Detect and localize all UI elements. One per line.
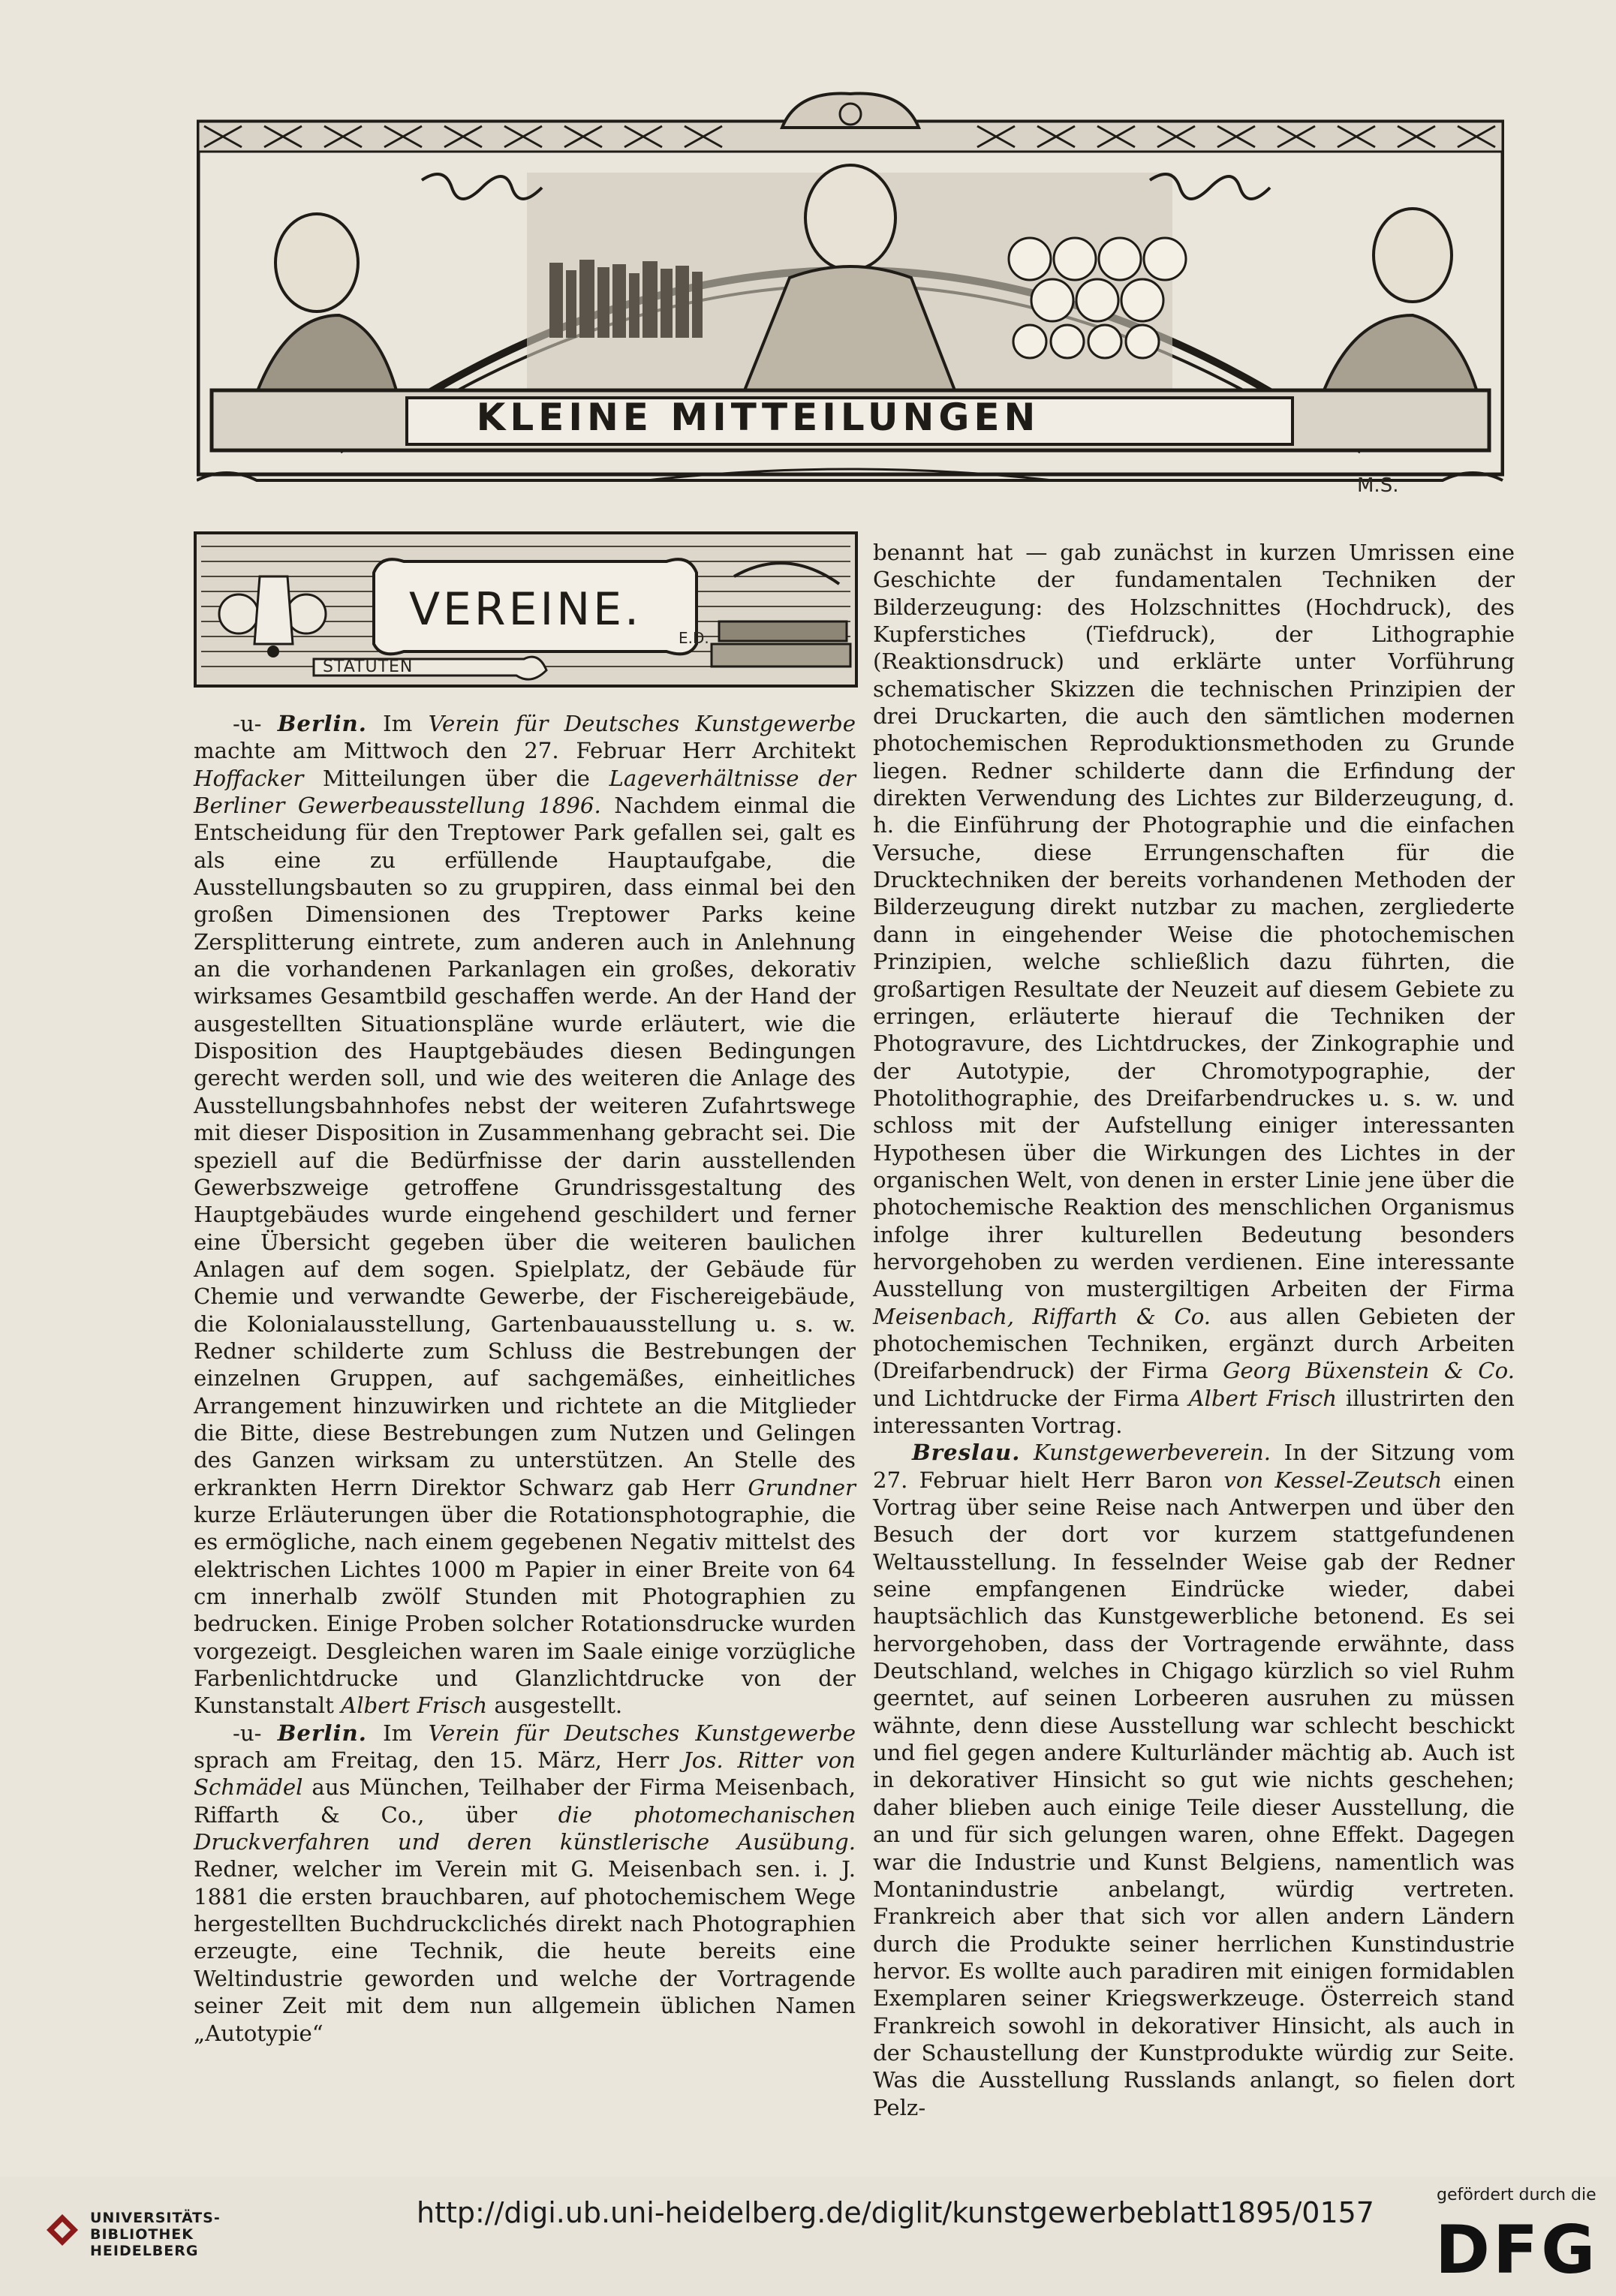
left-text-column bbox=[194, 710, 856, 2047]
library-name-line: BIBLIOTHEK bbox=[90, 2226, 194, 2243]
library-name-line: HEIDELBERG bbox=[90, 2243, 199, 2259]
paragraph-berlin-1: -u- Berlin. Im Verein für Deutsches Kunstgewerbe machte am Mittwoch den 27. Februar Herr Architekt Hoffacker Mitteilungen über die Lageverhältnisse der Berliner Gewerbeausstellung 1896. Nachdem einmal die Entscheidung für den Treptower Park gefallen sei, galt es als eine zu erfüllende Hauptaufgabe, die Ausstellungsbauten so zu gruppiren, dass einmal bei den großen Dimensionen des Treptower Parks keine Zersplitterung eintrete, zum anderen auch in Anlehnung an die vorhandenen Parkanlagen ein großes, dekorativ wirksames Gesamtbild geschaffen werde. An der Hand der ausgestellten Situationspläne wurde erläutert, wie die Disposition des Hauptgebäudes diesen Bedingungen gerecht werden soll, und wie des weiteren die Anlage des Ausstellungsbahnhofes nebst der weiteren Zufahrtswege mit dieser Disposition in Zusammenhang gebracht sei. Die speziell auf die Bedürfnisse der darin ausstellenden Gewerbszweige getroffene Grundrissgestaltung des Hauptgebäudes wurde eingehend geschildert und ferner eine Übersicht gegeben über die weiteren baulichen Anlagen auf dem sogen. Spielplatz, der Gebäude für Chemie und verwandte Gewerbe, der Fischereigebäude, die Kolonialausstellung, Gartenbauausstellung u. s. w. Redner schilderte zum Schluss die Bestrebungen der einzelnen Gruppen, auf sachgemäßes, einheitliches Arrangement hinzuwirken und richtete an die Mitglieder die Bitte, diese Bestrebungen zum Nutzen und Gelingen des Ganzen wirksam zu unterstützen. An Stelle des erkrankten Herrn Direktor Schwarz gab Herr Grundner kurze Erläuterungen über die Rotationsphotographie, die es ermögliche, nach einem gegebenen Negativ mittelst des elektrischen Lichtes 1000 m Papier in einer Breite von 64 cm innerhalb zwölf Stunden mit Photographien zu bedrucken. Einige Proben solcher Rotationsdrucke wurden vorgezeigt. Desgleichen waren im Saale einige vorzügliche Farbenlichtdrucke und Glanzlichtdrucke von der Kunstanstalt Albert Frisch ausgestellt. bbox=[194, 711, 856, 1719]
library-name bbox=[90, 2210, 221, 2259]
university-seal-icon bbox=[45, 2213, 80, 2247]
ed-monogram: E.D. bbox=[679, 629, 709, 647]
paragraph-breslau: Breslau. Kunstgewerbeverein. In der Sitzung vom 27. Februar hielt Herr Baron von Kessel-Zeutsch einen Vortrag über seine Reise nach Antwerpen und über den Besuch der dort vor kurzem stattgefundenen Weltausstellung. In fesselnder Weise gab der Redner seine empfangenen Eindrücke wieder, dabei hauptsächlich das Kunstgewerbliche betonend. Es sei hervorgehoben, dass der Vortragende erwähnte, dass Deutschland, welches in Chigago kürzlich so viel Ruhm geerntet, auf seinen Lorbeeren ausruhen zu müssen wähnte, denn diese Ausstellung war schlecht beschickt und fiel gegen andere Kulturländer mächtig ab. Auch ist in dekorativer Hinsicht so gut wie nichts geschehen; daher blieben auch einige Teile dieser Ausstellung, die an und für sich gelungen waren, ohne Effekt. Dagegen war die Industrie und Kunst Belgiens, namentlich was Montanindustrie anbelangt, würdig vertreten. Frankreich aber that sich vor allen andern Ländern durch die Produkte seiner herrlichen Kunstindustrie hervor. Es wollte auch paradiren mit einigen formidablen Exemplaren seiner Kriegswerkzeuge. Österreich stand Frankreich sowohl in dekorativer Hinsicht, als auch in der Schaustellung der Kunstprodukte würdig zur Seite. Was die Ausstellung Russlands anlangt, so fielen dort Pelz- bbox=[873, 1440, 1515, 2120]
sponsor-label: gefördert durch die bbox=[1437, 2186, 1596, 2204]
section-banner-title: KLEINE MITTEILUNGEN bbox=[476, 396, 1040, 439]
paragraph-continuation: benannt hat — gab zunächst in kurzen Umrissen eine Geschichte der fundamentalen Techniken der Bilderzeugung: des Holzschnittes (Hochdruck), des Kupferstiches (Tiefdruck), der Lithographie (Reaktionsdruck) und erklärte unter Vorführung schematischer Skizzen die technischen Prinzipien der drei Druckarten, die auch den sämtlichen modernen photochemischen Reproduktionsmethoden zu Grunde liegen. Redner schilderte dann die Erfindung der direkten Verwendung des Lichtes zur Bilderzeugung, d. h. die Einführung der Photographie und die einfachen Versuche, diese Errungenschaften für die Drucktechniken der bereits vorhandenen Methoden der Bilderzeugung direkt nutzbar zu machen, zergliederte dann in eingehender Weise die photochemischen Prinzipien, welche schließlich dazu führten, die großartigen Resultate der Neuzeit auf diesem Gebiete zu erringen, erläuterte hierauf die Techniken der Photogravure, des Lichtdruckes, der Zinkographie und der Autotypie, der Chromotypographie, der Photolithographie, des Dreifarbendruckes u. s. w. und schloss mit der Aufstellung einiger interessanten Hypothesen über die Wirkungen des Lichtes in der organischen Welt, von denen in erster Linie jene über die photochemische Reaktion des menschlichen Organismus infolge ihrer kulturellen Bedeutung besonders hervorgehoben zu werden verdienen. Eine interessante Ausstellung von mustergiltigen Arbeiten der Firma Meisenbach, Riffarth & Co. aus allen Gebieten der photochemischen Techniken, ergänzt durch Arbeiten (Dreifarbendruck) der Firma Georg Büxenstein & Co. und Lichtdrucke der Firma Albert Frisch illustrirten den interessanten Vortrag. bbox=[873, 540, 1515, 1438]
statuten-label: STATUTEN bbox=[323, 658, 414, 676]
library-name-line: UNIVERSITÄTS- bbox=[90, 2210, 221, 2226]
artist-monogram: M.S. bbox=[1357, 474, 1399, 497]
digitization-footer bbox=[0, 2177, 1616, 2296]
source-url-link[interactable]: http://digi.ub.uni-heidelberg.de/diglit/kunstgewerbeblatt1895/0157 bbox=[417, 2196, 1374, 2229]
right-text-column bbox=[873, 539, 1515, 2121]
vereine-heading: VEREINE. bbox=[408, 583, 642, 636]
dfg-logo: DFG bbox=[1435, 2211, 1599, 2288]
paragraph-berlin-2: -u- Berlin. Im Verein für Deutsches Kunstgewerbe sprach am Freitag, den 15. März, Herr Jos. Ritter von Schmädel aus München, Teilhaber der Firma Meisenbach, Riffarth & Co., über die photomechanischen Druckverfahren und deren künstlerische Ausübung. Redner, welcher im Verein mit G. Meisenbach sen. i. J. 1881 die ersten brauchbaren, auf photochemischem Wege hergestellten Buchdruckclichés direkt nach Photographien erzeugte, eine Technik, die heute bereits eine Weltindustrie geworden und welche der Vortragende seiner Zeit mit dem nun allgemein üblichen Namen „Autotypie“ bbox=[194, 1720, 856, 2046]
